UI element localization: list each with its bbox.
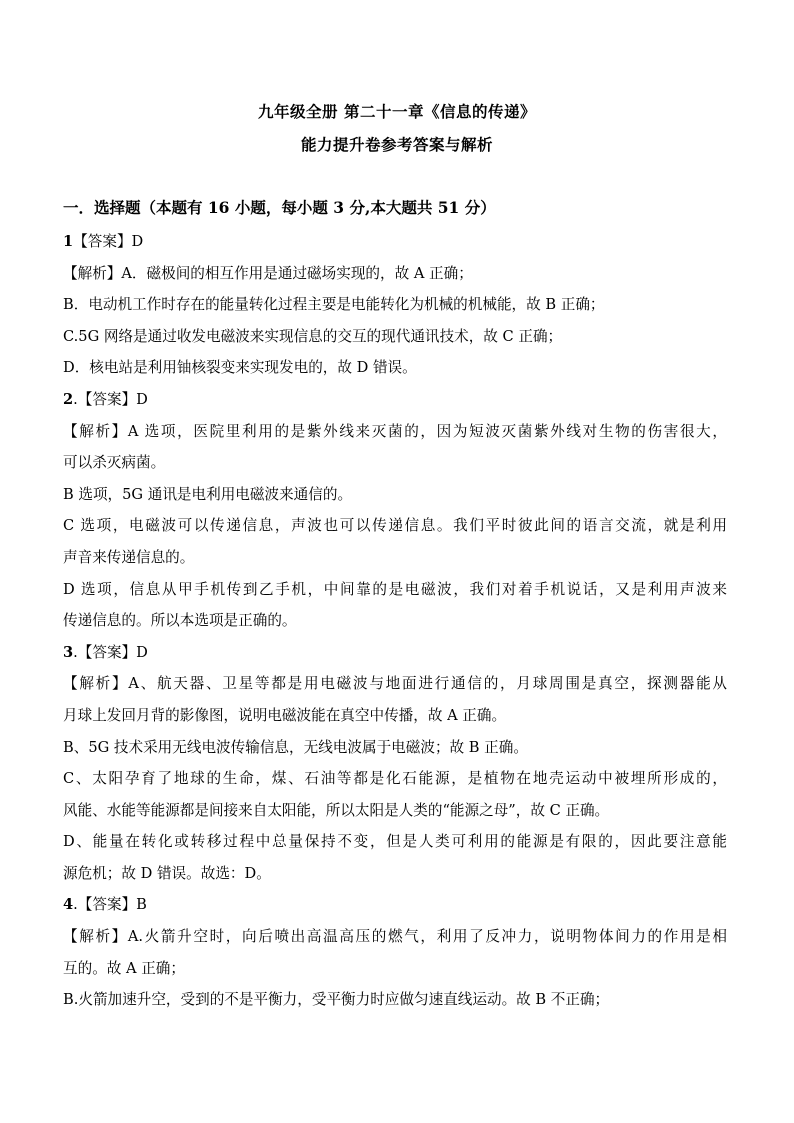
explanation-line: 【解析】A、航天器、卫星等都是用电磁波与地面进行通信的，月球周围是真空，探测器能从: [63, 675, 727, 693]
section-heading: 一．选择题（本题有 16 小题，每小题 3 分,本大题共 51 分）: [63, 198, 496, 217]
question-number: 2: [63, 390, 74, 408]
explanation-line: C 选项，电磁波可以传递信息，声波也可以传递信息。我们平时彼此间的语言交流，就是利用: [63, 517, 727, 535]
answer-label: 【答案】D: [73, 233, 144, 250]
answer-label: .【答案】D: [73, 390, 148, 408]
question-number: 1: [63, 233, 74, 250]
page-subtitle: 能力提升卷参考答案与解析: [300, 135, 493, 154]
question-number: 3: [63, 643, 74, 661]
explanation-line: 风能、水能等能源都是间接来自太阳能，所以太阳是人类的“能源之母”，故 C 正确。: [63, 801, 610, 819]
page-title: 九年级全册 第二十一章《信息的传递》: [258, 102, 536, 121]
answer-line: [63, 889, 727, 921]
explanation-line: D．核电站是利用铀核裂变来实现发电的，故 D 错误。: [63, 359, 417, 377]
explanation-line: B、5G 技术采用无线电波传输信息，无线电波属于电磁波；故 B 正确。: [63, 738, 528, 756]
explanation-line: 源危机；故 D 错误。故选：D。: [63, 864, 271, 882]
question-number: 4: [63, 896, 74, 914]
explanation-line: 【解析】A 选项，医院里利用的是紫外线来灭菌的，因为短波灭菌紫外线对生物的伤害很大，: [63, 422, 727, 440]
explanation-line: 声音来传递信息的。: [63, 548, 195, 566]
explanation-line: 【解析】A.火箭升空时，向后喷出高温高压的燃气，利用了反冲力，说明物体间力的作用是相: [63, 928, 727, 946]
answer-line: [63, 384, 727, 416]
explanation-line: D、能量在转化或转移过程中总量保持不变，但是人类可利用的能源是有限的，因此要注意能: [63, 833, 727, 851]
answers-body: [63, 226, 727, 1016]
answer-label: .【答案】B: [73, 896, 147, 914]
explanation-line: D 选项，信息从甲手机传到乙手机，中间靠的是电磁波，我们对着手机说话，又是利用声波来: [63, 580, 727, 598]
answer-label: .【答案】D: [73, 643, 148, 661]
explanation-line: B 选项，5G 通讯是电利用电磁波来通信的。: [63, 485, 353, 503]
explanation-line: C、太阳孕育了地球的生命，煤、石油等都是化石能源，是植物在地壳运动中被埋所形成的，: [63, 770, 727, 788]
explanation-line: 传递信息的。所以本选项是正确的。: [63, 612, 297, 630]
explanation-line: 互的。故 A 正确；: [63, 959, 185, 977]
explanation-line: B.火箭加速升空，受到的不是平衡力，受平衡力时应做匀速直线运动。故 B 不正确；: [63, 991, 610, 1009]
explanation-line: 月球上发回月背的影像图，说明电磁波能在真空中传播，故 A 正确。: [63, 706, 507, 724]
answer-line: [63, 637, 727, 669]
explanation-line: B．电动机工作时存在的能量转化过程主要是电能转化为机械的机械能，故 B 正确；: [63, 296, 605, 314]
answer-line: [63, 226, 727, 258]
explanation-line: 可以杀灭病菌。: [63, 454, 166, 472]
explanation-line: C.5G 网络是通过收发电磁波来实现信息的交互的现代通讯技术，故 C 正确；: [63, 327, 563, 345]
explanation-line: 【解析】A．磁极间的相互作用是通过磁场实现的，故 A 正确；: [63, 264, 473, 282]
